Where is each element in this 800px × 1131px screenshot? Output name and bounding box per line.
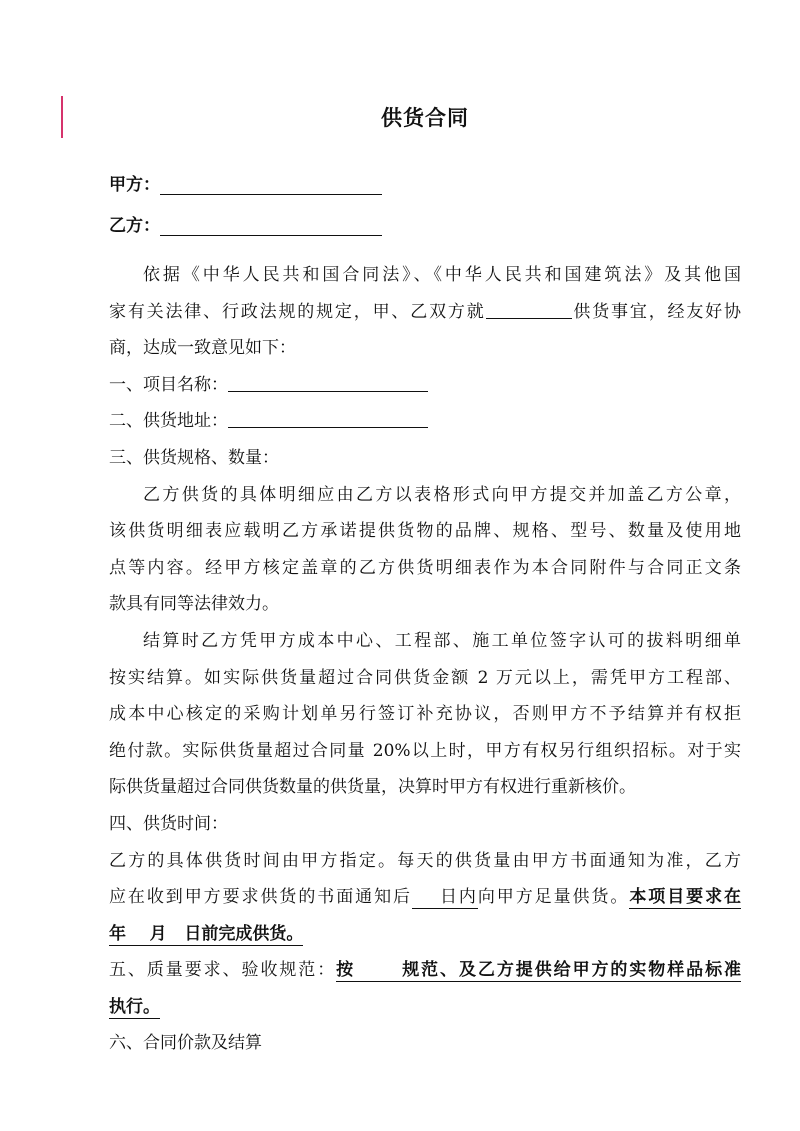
section-1 xyxy=(109,367,741,404)
p5-line-3 xyxy=(109,916,741,953)
party-b-row xyxy=(109,211,382,236)
supply-item-blank[interactable] xyxy=(486,300,572,319)
section-5-label: 五、质量要求、验收规范： xyxy=(109,960,337,981)
party-a-row xyxy=(109,170,382,195)
p4-line-5: 际供货量超过合同供货数量的供货量，决算时甲方有权进行重新核价。 xyxy=(109,777,636,798)
intro-line-2-post: 供货事宜，经友好协 xyxy=(571,301,742,322)
document-title: 供货合同 xyxy=(381,106,469,130)
contract-body xyxy=(109,257,741,1062)
party-a-label: 甲方： xyxy=(109,175,160,195)
p4-line-3: 成本中心核定的采购计划单另行签订补充协议，否则甲方不予结算并有权拒 xyxy=(109,704,741,725)
p5-line-2-pre: 应在收到甲方要求供货的书面通知后 xyxy=(109,887,412,908)
p5-line-2 xyxy=(109,879,741,916)
party-a-blank[interactable] xyxy=(160,174,382,195)
p4-line-2: 按实结算。如实际供货量超过合同供货金额 2 万元以上，需凭甲方工程部、 xyxy=(109,667,741,688)
section-5-line-1: 按 规范、及乙方提供给甲方的实物样品标准 xyxy=(336,960,742,981)
p3-line-2: 该供货明细表应载明乙方承诺提供货物的品牌、规格、型号、数量及使用地 xyxy=(109,521,741,542)
party-b-label: 乙方： xyxy=(109,216,160,236)
project-name-blank[interactable] xyxy=(228,373,428,392)
supply-address-blank[interactable] xyxy=(228,409,428,428)
margin-marker xyxy=(61,96,63,138)
p3-line-1: 乙方供货的具体明细应由乙方以表格形式向甲方提交并加盖乙方公章， xyxy=(143,484,741,505)
intro-line-2 xyxy=(109,294,741,331)
section-3-heading: 三、供货规格、数量： xyxy=(109,447,279,468)
p4-line-1: 结算时乙方凭甲方成本中心、工程部、施工单位签字认可的拔料明细单 xyxy=(143,630,741,651)
completion-date: 年 月 日前完成供货。 xyxy=(109,923,304,944)
intro-line-2-pre: 家有关法律、行政法规的规定，甲、乙双方就 xyxy=(109,301,486,322)
section-1-label: 一、项目名称： xyxy=(109,374,228,395)
p5-line-2-mid: 向甲方足量供货。 xyxy=(477,887,630,908)
section-5 xyxy=(109,952,741,989)
p5-line-2-bold: 本项目要求在 xyxy=(629,887,742,908)
section-2-label: 二、供货地址： xyxy=(109,411,228,432)
party-b-blank[interactable] xyxy=(160,215,382,236)
p3-line-3: 点等内容。经甲方核定盖章的乙方供货明细表作为本合同附件与合同正文条 xyxy=(109,557,741,578)
p5-line-1: 乙方的具体供货时间由甲方指定。每天的供货量由甲方书面通知为准，乙方 xyxy=(109,850,741,871)
intro-line-1: 依据《中华人民共和国合同法》、《中华人民共和国建筑法》及其他国 xyxy=(143,265,741,285)
section-5-cont xyxy=(109,989,741,1026)
section-2 xyxy=(109,403,741,440)
section-4-heading: 四、供货时间： xyxy=(109,813,228,834)
section-6-heading: 六、合同价款及结算 xyxy=(109,1033,262,1054)
p3-line-4: 款具有同等法律效力。 xyxy=(109,594,279,615)
intro-line-3: 商，达成一致意见如下： xyxy=(109,338,296,359)
section-5-line-2: 执行。 xyxy=(109,996,160,1017)
delivery-days[interactable]: 日内 xyxy=(412,887,478,909)
p4-line-4: 绝付款。实际供货量超过合同量 20%以上时，甲方有权另行组织招标。对于实 xyxy=(109,740,741,761)
